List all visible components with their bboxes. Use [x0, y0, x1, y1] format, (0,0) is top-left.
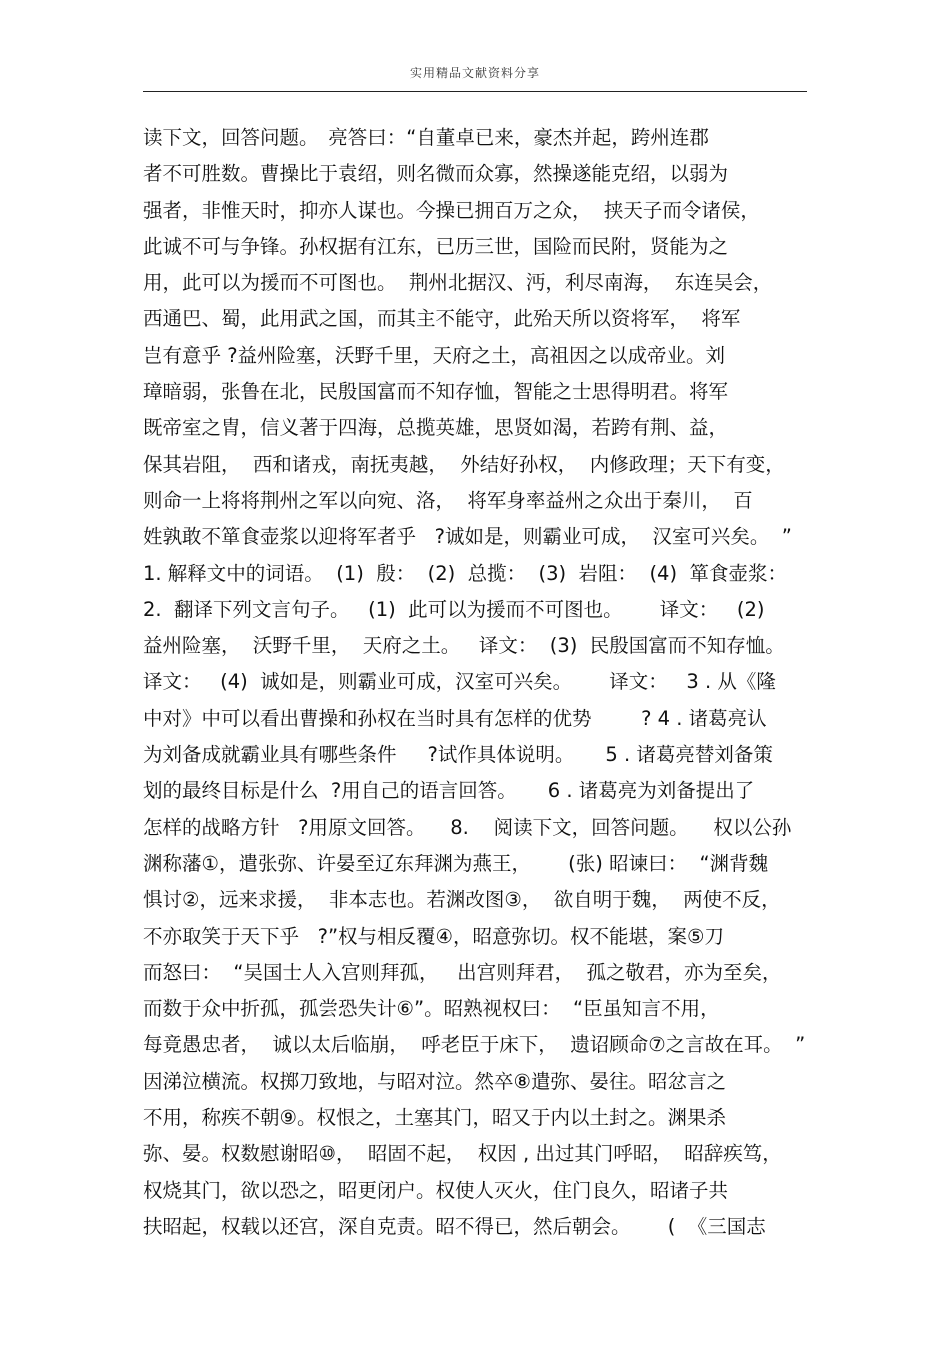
text-line: 为刘备成就霸业具有哪些条件 ?试作具体说明。 5 . 诸葛亮替刘备策	[143, 743, 773, 767]
text-line: 怎样的战略方针 ?用原文回答。 8. 阅读下文，回答问题。 权以公孙	[143, 815, 792, 839]
text-line: 既帝室之胄，信义著于四海，总揽英雄，思贤如渴，若跨有荆、益，	[143, 416, 729, 440]
header-divider	[143, 91, 807, 92]
text-line: 译文： (4) 诚如是，则霸业可成，汉室可兴矣。 译文： 3 . 从《隆	[143, 670, 776, 694]
text-line: 璋暗弱，张鲁在北，民殷国富而不知存恤，智能之士思得明君。将军	[143, 380, 729, 404]
text-line: 则命一上将将荆州之军以向宛、洛， 将军身率益州之众出于秦川， 百	[143, 488, 753, 512]
text-line: 中对》中可以看出曹操和孙权在当时具有怎样的优势 ? 4 . 诸葛亮认	[143, 706, 767, 730]
text-line: 者不可胜数。曹操比于袁绍，则名微而众寡，然操遂能克绍，以弱为	[143, 162, 729, 186]
text-line: 姓孰敢不箪食壶浆以迎将军者乎 ?诚如是，则霸业可成， 汉室可兴矣。 ”	[143, 525, 792, 549]
text-line: 而数于众中折孤，孤尝恐失计⑥”。昭熟视权曰： “臣虽知言不用，	[143, 997, 720, 1021]
text-line: 权烧其门，欲以恐之，昭更闭户。权使人灭火，住门良久，昭诸子共	[143, 1178, 729, 1202]
text-line: 读下文，回答问题。 亮答曰：“自董卓已来，豪杰并起，跨州连郡	[143, 126, 709, 149]
text-line: 西通巴、蜀，此用武之国，而其主不能守，此殆天所以资将军， 将军	[143, 307, 741, 331]
text-line: 而怒曰： “吴国士人入宫则拜孤， 出宫则拜君， 孤之敬君，亦为至矣，	[143, 960, 782, 984]
text-line: 划的最终目标是什么 ?用自己的语言回答。 6 . 诸葛亮为刘备提出了	[143, 779, 755, 803]
text-line: 1. 解释文中的词语。 (1) 殷： (2) 总揽： (3) 岩阻： (4) 箪食壶浆：	[143, 561, 787, 585]
text-line: 每竟愚忠者， 诚以太后临崩， 呼老臣于床下， 遗诏顾命⑦之言故在耳。 ”	[143, 1033, 806, 1057]
text-line: 不用，称疾不朝⑨。权恨之，土塞其门，昭又于内以土封之。渊果杀	[143, 1106, 726, 1130]
text-line: 强者，非惟天时，抑亦人谋也。今操已拥百万之众， 挟天子而令诸侯，	[143, 198, 760, 222]
text-line: 益州险塞， 沃野千里， 天府之土。 译文： (3) 民殷国富而不知存恤。	[143, 634, 785, 658]
page-header: 实用精品文献资料分享	[409, 66, 540, 80]
text-line: 弥、晏。权数慰谢昭⑩， 昭固不起， 权因 , 出过其门呼昭， 昭辞疾笃，	[143, 1142, 782, 1166]
text-line: 保其岩阻， 西和诸戎，南抚夷越， 外结好孙权， 内修政理；天下有变，	[143, 452, 785, 476]
text-line: 此诚不可与争锋。孙权据有江东，已历三世，国险而民附，贤能为之	[143, 234, 729, 258]
text-line: 因涕泣横流。权掷刀致地，与昭对泣。然卒⑧遣弥、晏往。昭忿言之	[143, 1069, 726, 1093]
text-line: 不亦取笑于天下乎 ?”权与相反覆④，昭意弥切。权不能堪，案⑤刀	[143, 924, 725, 948]
text-line: 渊称藩①，遣张弥、许晏至辽东拜渊为燕王， (张) 昭谏曰： “渊背魏	[143, 851, 769, 875]
text-line: 岂有意乎 ?益州险塞，沃野千里，天府之土，高祖因之以成帝业。刘	[143, 343, 726, 367]
document-body	[143, 120, 823, 1245]
text-line: 用，此可以为援而不可图也。 荆州北据汉、沔，利尽南海， 东连吴会，	[143, 271, 773, 295]
text-line: 2. 翻译下列文言句子。 (1) 此可以为援而不可图也。 译文： (2)	[143, 597, 765, 621]
text-line: 惧讨②，远来求援， 非本志也。若渊改图③， 欲自明于魏， 两使不反，	[143, 888, 781, 912]
text-line: 扶昭起，权载以还宫，深自克责。昭不得已，然后朝会。 ( 《三国志	[143, 1214, 766, 1238]
